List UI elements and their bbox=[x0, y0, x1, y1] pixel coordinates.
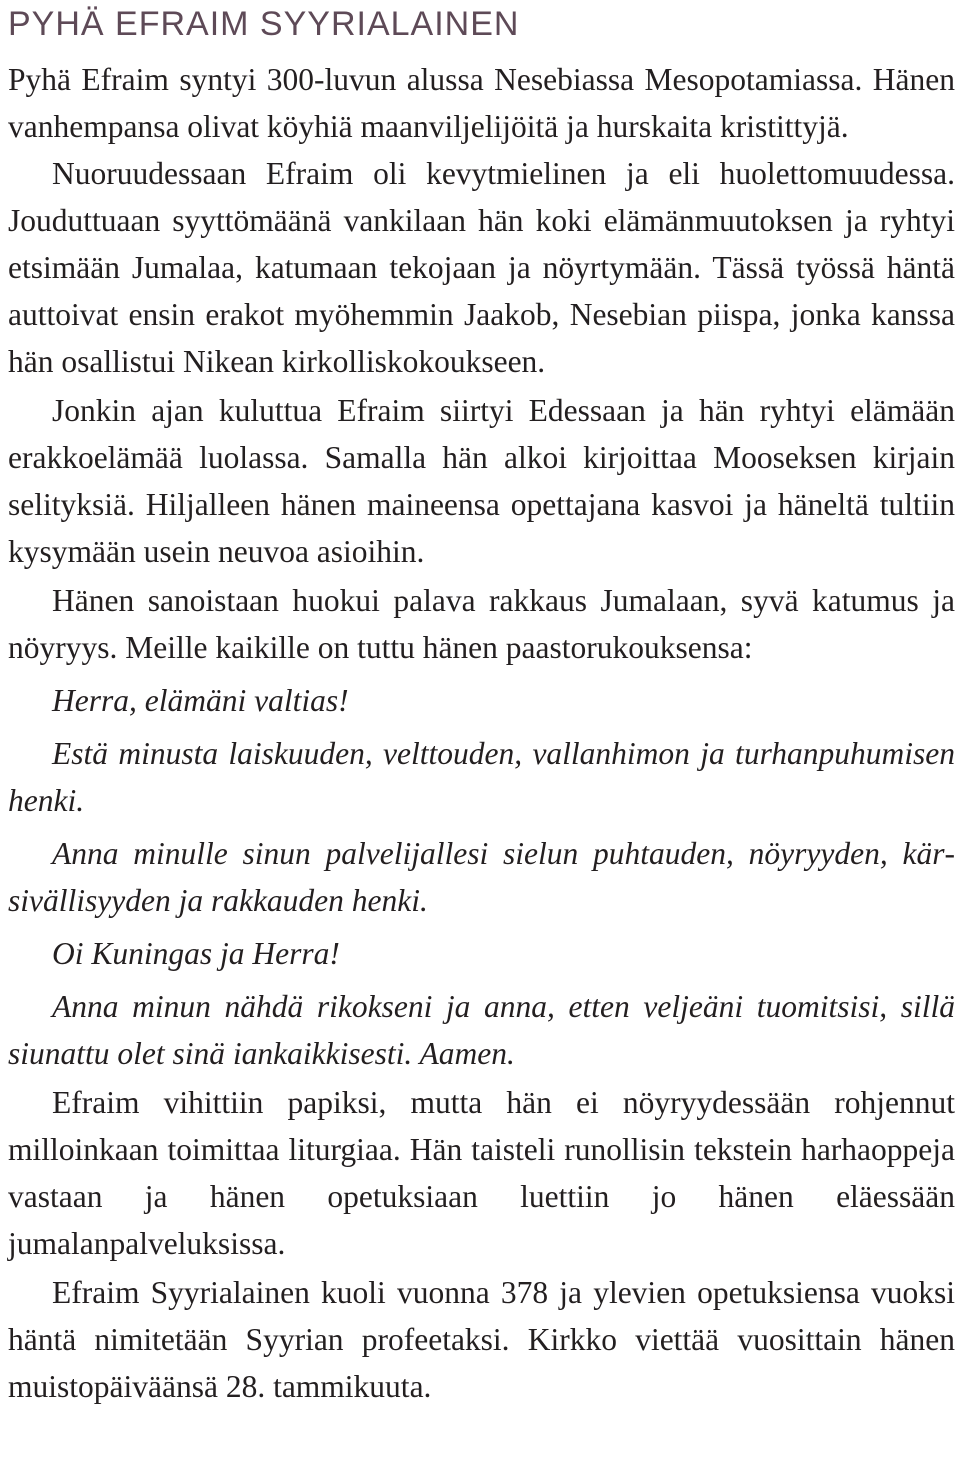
paragraph-death: Efraim Syyrialainen kuoli vuonna 378 ja ylevien opetuksiensa vuoksi häntä nimitetään Syyrian profeetaksi. Kirkko viettää vuosittain hänen muistopäiväänsä 28. tammikuuta. bbox=[8, 1275, 955, 1404]
page-title: PYHÄ EFRAIM SYYRIALAINEN bbox=[8, 5, 520, 43]
prayer-line: Estä minusta laiskuuden, velttouden, vallanhimon ja turhanpuhumisen henki. bbox=[8, 736, 955, 818]
prayer-line: Anna minulle sinun palvelijallesi sielun puhtauden, nöyryyden, kärsivällisyyden ja rakkauden henki. bbox=[8, 836, 955, 918]
prayer-line: Herra, elämäni valtias! bbox=[52, 683, 349, 718]
paragraph-hermit-life: Jonkin ajan kuluttua Efraim siirtyi Edessaan ja hän ryhtyi elämään erakkoelämää luolassa. Samalla hän alkoi kirjoittaa Mooseksen kirjain selityksiä. Hiljalleen hänen maineensa opettajana kasvoi ja häneltä tultiin kysymään usein neuvoa asioihin. bbox=[8, 393, 955, 569]
paragraph-birth: Pyhä Efraim syntyi 300-luvun alussa Nesebiassa Mesopotamiassa. Hänen vanhempansa olivat köyhiä maanviljelijöitä ja hurskaita kristittyjä. bbox=[8, 62, 955, 144]
paragraph-prayer-intro: Hänen sanoistaan huokui palava rakkaus Jumalaan, syvä katumus ja nöyryys. Meille kaikille on tuttu hänen paastorukouksensa: bbox=[8, 583, 955, 665]
prayer-block bbox=[8, 677, 955, 1077]
prayer-line: Anna minun nähdä rikokseni ja anna, etten veljeäni tuomitsisi, sillä siunattu olet sinä iankaikkisesti. Aamen. bbox=[8, 989, 955, 1071]
paragraph-youth: Nuoruudessaan Efraim oli kevytmielinen ja eli huolettomuudessa. Jouduttuaan syyttömäänä vankilaan hän koki elämänmuutoksen ja ryhtyi etsimään Jumalaa, katumaan tekojaan ja nöyrtymään. Tässä työssä häntä auttoivat ensin erakot myöhemmin Jaakob, Nesebian piispa, jonka kanssa hän osallistui Nikean kirkolliskokoukseen. bbox=[8, 156, 955, 379]
prayer-line: Oi Kuningas ja Herra! bbox=[52, 936, 340, 971]
article-body bbox=[8, 56, 955, 1410]
paragraph-priesthood: Efraim vihittiin papiksi, mutta hän ei nöyryydessään rohjennut milloinkaan toimittaa liturgiaa. Hän taisteli runollisin tekstein harhaoppeja vastaan ja hänen opetuksiaan luettiin jo hänen eläessään jumalanpalveluksissa. bbox=[8, 1085, 955, 1261]
page bbox=[8, 0, 955, 1410]
